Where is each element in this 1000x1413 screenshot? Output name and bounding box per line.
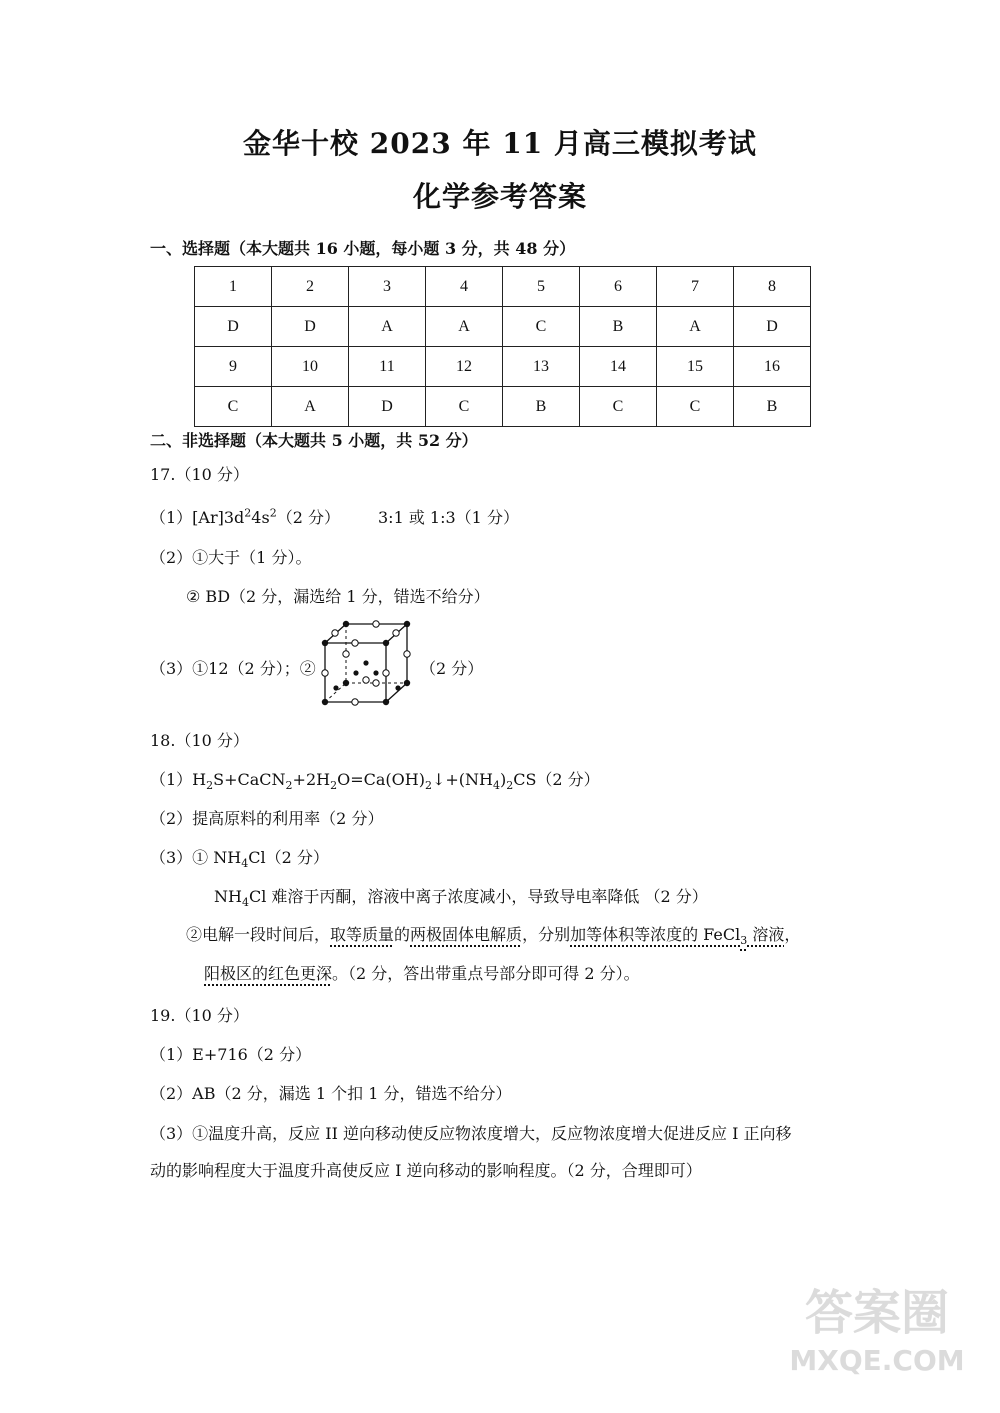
q18-answer-4 [186,922,800,947]
table-cell: D [195,307,272,347]
text: （3）① NH [150,848,242,867]
subscript: 2 [424,779,432,793]
table-cell: D [349,387,426,427]
q17-heading: 17.（10 分） [150,465,249,484]
q18-heading: 18.（10 分） [150,731,249,750]
q18-answer-2: （2）提高原料的利用率（2 分） [150,809,384,828]
watermark-top-text: 答案圈 [804,1285,949,1341]
subscript: 2 [330,779,338,793]
text: Cl 难溶于丙酮，溶液中离子浓度减小，导致导电率降低 （2 分） [248,887,708,906]
emphasis-text: 两极固体电解质 [410,925,523,944]
q17-answer-3b: （2 分） [420,659,484,678]
q17-answer-1 [150,505,340,528]
table-cell: B [580,307,657,347]
table-cell: 13 [503,347,580,387]
watermark-logo [782,1283,972,1393]
q19-answer-2: （2）AB（2 分，漏选 1 个扣 1 分，错选不给分） [150,1084,512,1103]
subscript: 4 [241,857,249,871]
table-cell: 15 [657,347,734,387]
table-cell: A [426,307,503,347]
table-cell: 14 [580,347,657,387]
emphasis-text: 阳极区的红色更深 [204,964,333,983]
table-cell: 9 [195,347,272,387]
text: S+CaCN [213,770,286,789]
text: 。（2 分，答出带重点号部分即可得 2 分）。 [332,964,640,983]
answer-table [194,266,811,427]
emphasis-text: 溶液 [747,925,785,944]
table-cell: C [195,387,272,427]
page-title: 金华十校 2023 年 11 月高三模拟考试 [243,127,757,160]
crystal-cell-diagram [318,618,418,708]
text: ) [499,770,507,789]
table-cell: A [657,307,734,347]
text: O=Ca(OH) [337,770,425,789]
q19-answer-4: 动的影响程度大于温度升高使反应 I 逆向移动的影响程度。（2 分，合理即可） [150,1161,702,1180]
text: ，分别 [522,925,571,944]
table-row [195,347,811,387]
table-cell: C [657,387,734,427]
table-cell: C [503,307,580,347]
watermark-bottom-text: MXQE.COM [789,1344,965,1377]
section-1-heading: 一、选择题（本大题共 16 小题，每小题 3 分，共 48 分） [150,239,576,258]
subscript: 3 [740,934,748,948]
table-cell: 12 [426,347,503,387]
table-cell: 8 [734,267,811,307]
table-cell: A [272,387,349,427]
table-cell: C [426,387,503,427]
q18-answer-3-detail [214,884,708,909]
page-subtitle: 化学参考答案 [412,180,587,213]
q17-answer-2b: ② BD（2 分，漏选给 1 分，错选不给分） [186,587,490,606]
subscript: 2 [206,779,214,793]
table-row [195,387,811,427]
table-cell: 3 [349,267,426,307]
q18-answer-1 [150,767,600,792]
q19-heading: 19.（10 分） [150,1006,249,1025]
text: NH [214,887,242,906]
table-cell: 5 [503,267,580,307]
table-cell: 10 [272,347,349,387]
text: Cl（2 分） [248,848,329,867]
table-cell: 11 [349,347,426,387]
table-cell: D [272,307,349,347]
subscript: 4 [241,896,249,910]
subscript: 2 [285,779,293,793]
table-row [195,267,811,307]
superscript: 2 [269,506,277,520]
q17-answer-3a: （3）①12（2 分）；② [150,659,316,678]
text: 4s [251,508,270,527]
q18-answer-3 [150,845,329,870]
table-cell: 1 [195,267,272,307]
table-cell: D [734,307,811,347]
text: 的 [394,925,411,944]
q17-answer-1b: 3:1 或 1:3（1 分） [378,508,519,527]
table-cell: 7 [657,267,734,307]
text: ， [784,925,801,944]
text: +2H [292,770,331,789]
table-cell: 6 [580,267,657,307]
q19-answer-1: （1）E+716（2 分） [150,1045,312,1064]
table-row [195,307,811,347]
subscript: 4 [492,779,500,793]
text: CS（2 分） [513,770,600,789]
table-cell: 4 [426,267,503,307]
emphasis-text: 取等质量 [330,925,395,944]
text: （1）[Ar]3d [150,508,245,527]
table-cell: A [349,307,426,347]
text: （1）H [150,770,207,789]
table-cell: 2 [272,267,349,307]
table-cell: C [580,387,657,427]
table-cell: B [503,387,580,427]
section-2-heading: 二、非选择题（本大题共 5 小题，共 52 分） [150,431,478,450]
text: ②电解一段时间后， [186,925,331,944]
emphasis-text: 加等体积等浓度的 FeCl [570,925,741,944]
superscript: 2 [244,506,252,520]
table-cell: B [734,387,811,427]
text: ↓+(NH [431,770,493,789]
q17-answer-2: （2）①大于（1 分）。 [150,548,312,567]
table-cell: 16 [734,347,811,387]
q18-answer-5 [204,961,640,984]
q19-answer-3: （3）①温度升高，反应 II 逆向移动使反应物浓度增大，反应物浓度增大促进反应 I 正向移 [150,1124,792,1143]
text: （2 分） [276,508,340,527]
subscript: 2 [506,779,514,793]
